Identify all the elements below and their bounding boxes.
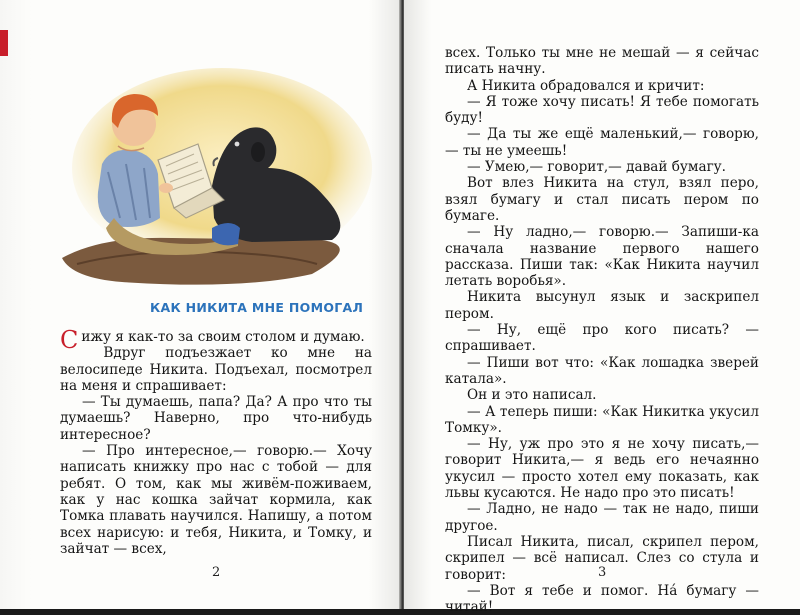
paragraph: — Ну, ещё про кого писать? — спрашивает. — [445, 322, 759, 355]
paragraph: — А теперь пиши: «Как Никитка укусил Томку». — [445, 403, 759, 436]
paragraph: — Пиши вот что: «Как лошадка зверей катала». — [445, 354, 759, 387]
paragraph: — Я тоже хочу писать! Я тебе помогать буду! — [445, 93, 759, 127]
paragraph-2: Вдруг подъезжает ко мне на велосипеде Никита. Подъехал, посмотрел на меня и спрашивает: — [60, 345, 372, 394]
paragraph: — Вот я тебе и помог. Нá бумагу — читай! — [445, 582, 759, 615]
paragraph-3: — Ты думаешь, папа? Да? А про что ты думаешь? Наверно, про что-нибудь интересное? — [60, 394, 372, 443]
chapter-title: КАК НИКИТА МНЕ ПОМОГАЛ — [150, 300, 364, 315]
paragraph: А Никита обрадовался и кричит: — [467, 77, 705, 94]
paragraph: — Да ты же ещё маленький,— говорю,— ты не умеешь! — [445, 126, 759, 159]
paragraph: Вот влез Никита на стул, взял перо, взял бумагу и стал писать пером по бумаге. — [445, 175, 759, 224]
paragraph: — Ладно, не надо — так не надо, пиши другое. — [445, 501, 759, 534]
paragraph-4: — Про интересное,— говорю.— Хочу написать книжку про нас с тобой — для ребят. О том, как мы живём-поживаем, как у нас кошка зайчат кормила, как Томка плавать научился. Напишу, а потом всех нарисую: и тебя, Никита, и Томку, и зайчат — всех, — [60, 443, 372, 557]
boy-and-dog-illustration — [62, 68, 372, 290]
continuation-text: всех. Только ты мне не мешай — я сейчас писать начну. — [445, 45, 759, 78]
paragraph: Никита высунул язык и заскрипел пером. — [445, 289, 759, 322]
paragraph: Писал Никита, писал, скрипел пером, скрипел — всё написал. Слез со стула и говорит: — [445, 533, 759, 583]
red-bookmark-edge — [0, 30, 8, 56]
page-number-right: 3 — [598, 565, 607, 580]
left-page-text — [60, 326, 372, 557]
left-page — [0, 0, 401, 609]
page-number-left: 2 — [212, 565, 221, 580]
right-page-text — [445, 45, 759, 615]
paragraph: — Ну ладно,— говорю.— Запиши-ка сначала название первого нашего рассказа. Пиши так: «Как Никита научил летать воробья». — [445, 224, 759, 290]
paragraph: — Умею,— говорит,— давай бумагу. — [467, 159, 727, 176]
dropcap-letter: С — [60, 326, 79, 354]
paragraph-1: Сижу я как-то за своим столом и думаю. — [60, 326, 365, 354]
paragraph: Он и это написал. — [467, 387, 597, 404]
paragraph: — Ну, уж про это я не хочу писать,— говорит Никита,— я ведь его нечаянно укусил — просто хотел ему показать, как львы кусаются. Не надо про это писать! — [445, 436, 759, 502]
